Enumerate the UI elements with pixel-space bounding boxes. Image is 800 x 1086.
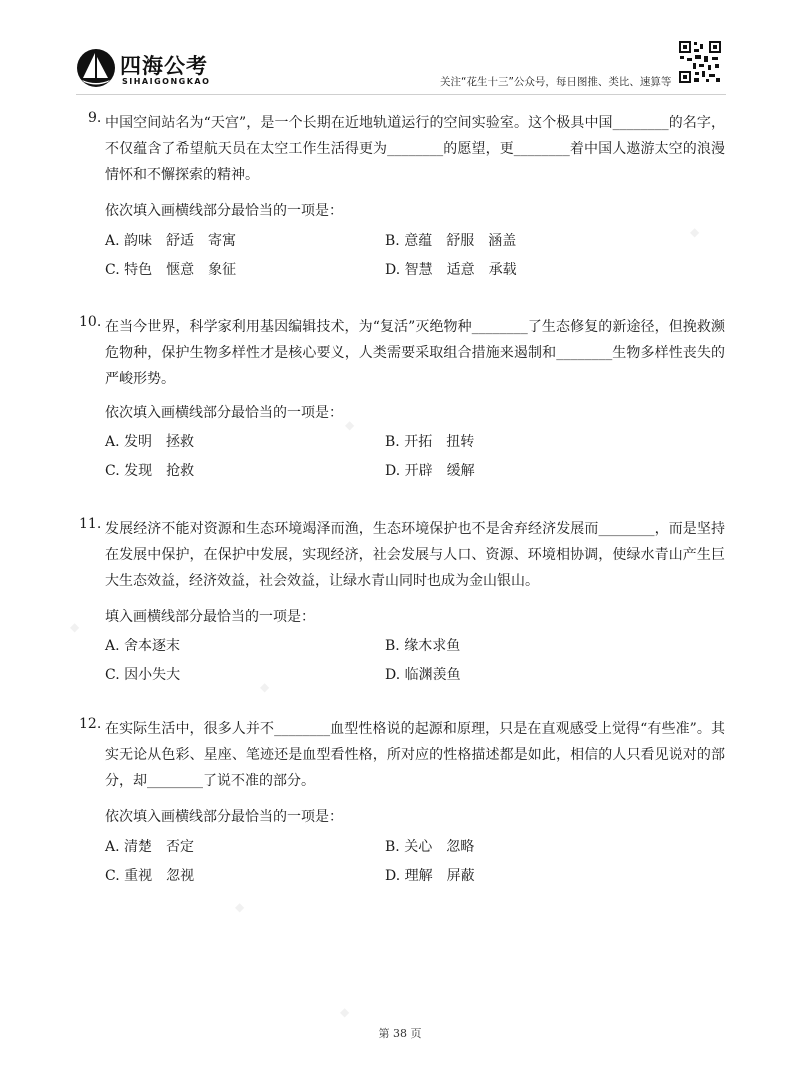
option-label: D. xyxy=(385,667,401,683)
option-b[interactable] xyxy=(385,836,474,856)
question-number: 10. xyxy=(79,314,102,330)
option-text: 关心 忽略 xyxy=(404,839,475,855)
option-text: 重视 忽视 xyxy=(124,868,195,884)
option-a[interactable] xyxy=(105,230,236,250)
option-c[interactable] xyxy=(105,865,194,885)
option-d[interactable] xyxy=(385,259,517,279)
option-d[interactable] xyxy=(385,865,475,885)
option-text: 舍本逐末 xyxy=(124,638,181,654)
question-text: 发展经济不能对资源和生态环境竭泽而渔，生态环境保护也不是舍弃经济发展而________，而是坚持在发展中保护，在保护中发展，实现经济，社会发展与人口、资源、环境相协调，使绿水青山产生巨大生态效益，经济效益，社会效益，让绿水青山同时也成为金山银山。 xyxy=(105,521,725,589)
question-number: 9. xyxy=(88,110,102,126)
option-c[interactable] xyxy=(105,460,194,480)
option-label: C. xyxy=(105,262,120,278)
option-text: 临渊羡鱼 xyxy=(404,667,461,683)
option-text: 发现 抢救 xyxy=(124,463,195,479)
watermark-icon: ◆ xyxy=(690,225,700,239)
option-c[interactable] xyxy=(105,259,236,279)
option-label: D. xyxy=(385,868,401,884)
question-number: 11. xyxy=(79,516,102,532)
question-number: 12. xyxy=(79,716,102,732)
option-label: A. xyxy=(105,233,120,249)
option-d[interactable] xyxy=(385,664,461,684)
watermark-icon: ◆ xyxy=(260,680,270,694)
option-text: 意蕴 舒服 涵盖 xyxy=(404,233,517,249)
option-label: B. xyxy=(385,839,400,855)
question-prompt: 依次填入画横线部分最恰当的一项是： xyxy=(105,809,343,825)
option-label: B. xyxy=(385,233,400,249)
option-text: 韵味 舒适 寄寓 xyxy=(124,233,237,249)
watermark-icon: ◆ xyxy=(340,1005,350,1019)
option-label: D. xyxy=(385,262,401,278)
option-b[interactable] xyxy=(385,230,516,250)
sailboat-logo-icon xyxy=(76,46,116,90)
option-label: A. xyxy=(105,638,120,654)
option-label: C. xyxy=(105,667,120,683)
page-number: 第 38 页 xyxy=(378,1027,422,1040)
option-text: 缘木求鱼 xyxy=(404,638,461,654)
option-label: C. xyxy=(105,463,120,479)
option-b[interactable] xyxy=(385,431,474,451)
option-label: C. xyxy=(105,868,120,884)
option-label: A. xyxy=(105,839,120,855)
option-label: A. xyxy=(105,434,120,450)
option-text: 开辟 缓解 xyxy=(404,463,475,479)
question-prompt: 填入画横线部分最恰当的一项是： xyxy=(105,609,315,625)
watermark-icon: ◆ xyxy=(345,418,355,432)
logo-subtitle: SIHAIGONGKAO xyxy=(122,77,211,86)
option-c[interactable] xyxy=(105,664,180,684)
question-prompt: 依次填入画横线部分最恰当的一项是： xyxy=(105,405,343,421)
option-text: 特色 惬意 象征 xyxy=(124,262,237,278)
option-label: D. xyxy=(385,463,401,479)
header-divider xyxy=(76,94,726,95)
option-b[interactable] xyxy=(385,635,460,655)
watermark-icon: ◆ xyxy=(235,900,245,914)
page-header xyxy=(0,0,800,100)
option-a[interactable] xyxy=(105,635,180,655)
option-a[interactable] xyxy=(105,836,194,856)
qr-code-icon xyxy=(678,40,722,84)
question-prompt: 依次填入画横线部分最恰当的一项是： xyxy=(105,203,343,219)
question-text: 在实际生活中，很多人并不________血型性格说的起源和原理，只是在直观感受上觉得“有些准”。其实无论从色彩、星座、笔迹还是血型看性格，所对应的性格描述都是如此，相信的人只看见说对的部分，却________了说不准的部分。 xyxy=(105,721,725,789)
logo xyxy=(76,46,226,92)
logo-name: 四海公考 xyxy=(120,54,208,78)
option-text: 理解 屏蔽 xyxy=(404,868,475,884)
option-label: B. xyxy=(385,434,400,450)
question-text: 在当今世界，科学家利用基因编辑技术，为“复活”灭绝物种________了生态修复的新途径，但挽救濒危物种，保护生物多样性才是核心要义，人类需要采取组合措施来遏制和________生物多样性丧失的严峻形势。 xyxy=(105,319,725,387)
option-text: 因小失大 xyxy=(124,667,181,683)
option-text: 智慧 适意 承载 xyxy=(404,262,517,278)
watermark-icon: ◆ xyxy=(70,620,80,634)
header-tagline: 关注“花生十三”公众号，每日图推、类比、速算等 xyxy=(440,76,672,88)
option-d[interactable] xyxy=(385,460,475,480)
option-text: 发明 拯救 xyxy=(124,434,195,450)
option-label: B. xyxy=(385,638,400,654)
question-text: 中国空间站名为“天宫”，是一个长期在近地轨道运行的空间实验室。这个极具中国________的名字，不仅蕴含了希望航天员在太空工作生活得更为________的愿望，更________着中国人遨游太空的浪漫情怀和不懈探索的精神。 xyxy=(105,115,725,183)
option-text: 清楚 否定 xyxy=(124,839,195,855)
option-a[interactable] xyxy=(105,431,194,451)
option-text: 开拓 扭转 xyxy=(404,434,475,450)
